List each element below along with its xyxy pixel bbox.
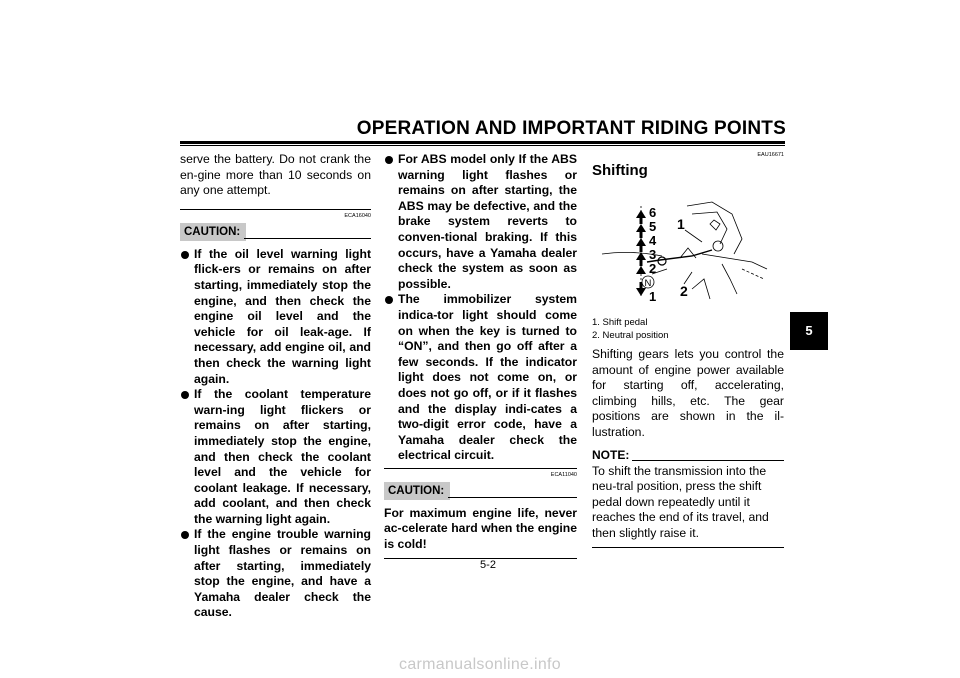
intro-text: serve the battery. Do not crank the en-gine more than 10 seconds on any one attempt.: [180, 152, 371, 198]
callout-neutral: 2: [680, 283, 688, 299]
caution-header: [180, 223, 371, 241]
bullet-dot: [181, 251, 189, 259]
figure-caption-2: 2. Neutral position: [592, 330, 669, 341]
gear-label-5: 5: [649, 219, 657, 234]
note-header: [592, 448, 784, 464]
gear-label-1: 1: [649, 289, 657, 304]
caution-bullet: [180, 527, 371, 621]
caution-code: ECA16040: [344, 212, 371, 219]
header-rule-thin: [180, 145, 785, 146]
section-code: EAU16671: [757, 152, 784, 158]
bullet-text: If the coolant temperature warn-ing light flickers or remains on after starting, immediately stop the engine, and then check the coolant level and the vehicle for coolant leakage. If necessary, add coolant, and then check the warning light again.: [194, 387, 371, 526]
caution-top-rule: [384, 468, 577, 469]
abs-bullet: [384, 152, 577, 292]
caution-top-rule: [180, 209, 371, 210]
note-bottom-rule: [592, 547, 784, 548]
shifting-body-text: Shifting gears lets you control the amount of engine power available for starting off, accelerating, climbing hills, etc. The gear positions are shown in the il-lustration.: [592, 347, 784, 439]
header-rule: [180, 141, 785, 144]
caution-badge: CAUTION:: [384, 482, 450, 500]
note-rule: [632, 460, 784, 461]
bullet-text: If the engine trouble warning light flashes or remains on after starting, immediately stop the engine, and have a Yamaha dealer check the cause.: [194, 527, 371, 620]
shift-pedal-illustration: [592, 184, 772, 312]
gear-label-n: N: [644, 278, 652, 289]
caution-bullet: [180, 387, 371, 527]
gear-label-3: 3: [649, 247, 657, 262]
bullet-text: For ABS model only If the ABS warning light flashes or remains on after starting, the ABS may be defective, and the brake system reverts to conven-tional braking. If this occurs, have a Yamaha dealer check the system as soon as possible.: [398, 152, 577, 291]
caution-code: ECA11040: [550, 471, 577, 478]
page-header-title: OPERATION AND IMPORTANT RIDING POINTS: [356, 118, 786, 139]
bullet-dot: [385, 296, 393, 304]
caution-rule: [448, 497, 577, 498]
watermark: carmanualsonline.info: [399, 656, 561, 673]
chapter-tab: 5: [790, 312, 828, 350]
note-text: To shift the transmission into the neu-tral position, press the shift pedal down repeatedly until it reaches the end of its travel, and then slightly raise it.: [592, 463, 769, 540]
gear-label-4: 4: [649, 233, 657, 248]
caution-text: For maximum engine life, never ac-celerate hard when the engine is cold!: [384, 505, 577, 552]
gear-label-2: 2: [649, 261, 657, 276]
callout-shift-pedal: 1: [677, 216, 685, 232]
bullet-dot: [385, 156, 393, 164]
figure-caption-1: 1. Shift pedal: [592, 317, 648, 328]
right-column: [592, 152, 784, 548]
caution-header: [384, 482, 577, 500]
page-number: 5-2: [480, 559, 496, 571]
caution-rule: [244, 238, 371, 239]
middle-column: [384, 152, 577, 559]
immobilizer-bullet: [384, 292, 577, 464]
caution-bullet: [180, 247, 371, 387]
note-label: NOTE:: [592, 447, 630, 462]
section-heading: Shifting: [592, 162, 648, 179]
gear-label-6: 6: [649, 205, 657, 220]
bullet-dot: [181, 531, 189, 539]
bullet-text: If the oil level warning light flick-ers or remains on after starting, immediately stop the engine, and then check the engine oil level and the vehicle for oil leak-age. If necessary, add engine oil, and then check the warning light again.: [194, 246, 371, 386]
bullet-text: The immobilizer system indica-tor light should come on when the key is turned to “ON”, and then go off after a few seconds. If the indicator light does not come on, or does not go off, or if it flashes and the display indi-cates a two-digit error code, have a Yamaha dealer check the electrical circuit.: [398, 292, 577, 463]
bullet-dot: [181, 391, 189, 399]
caution-badge: CAUTION:: [180, 223, 246, 241]
left-column: [180, 152, 371, 621]
